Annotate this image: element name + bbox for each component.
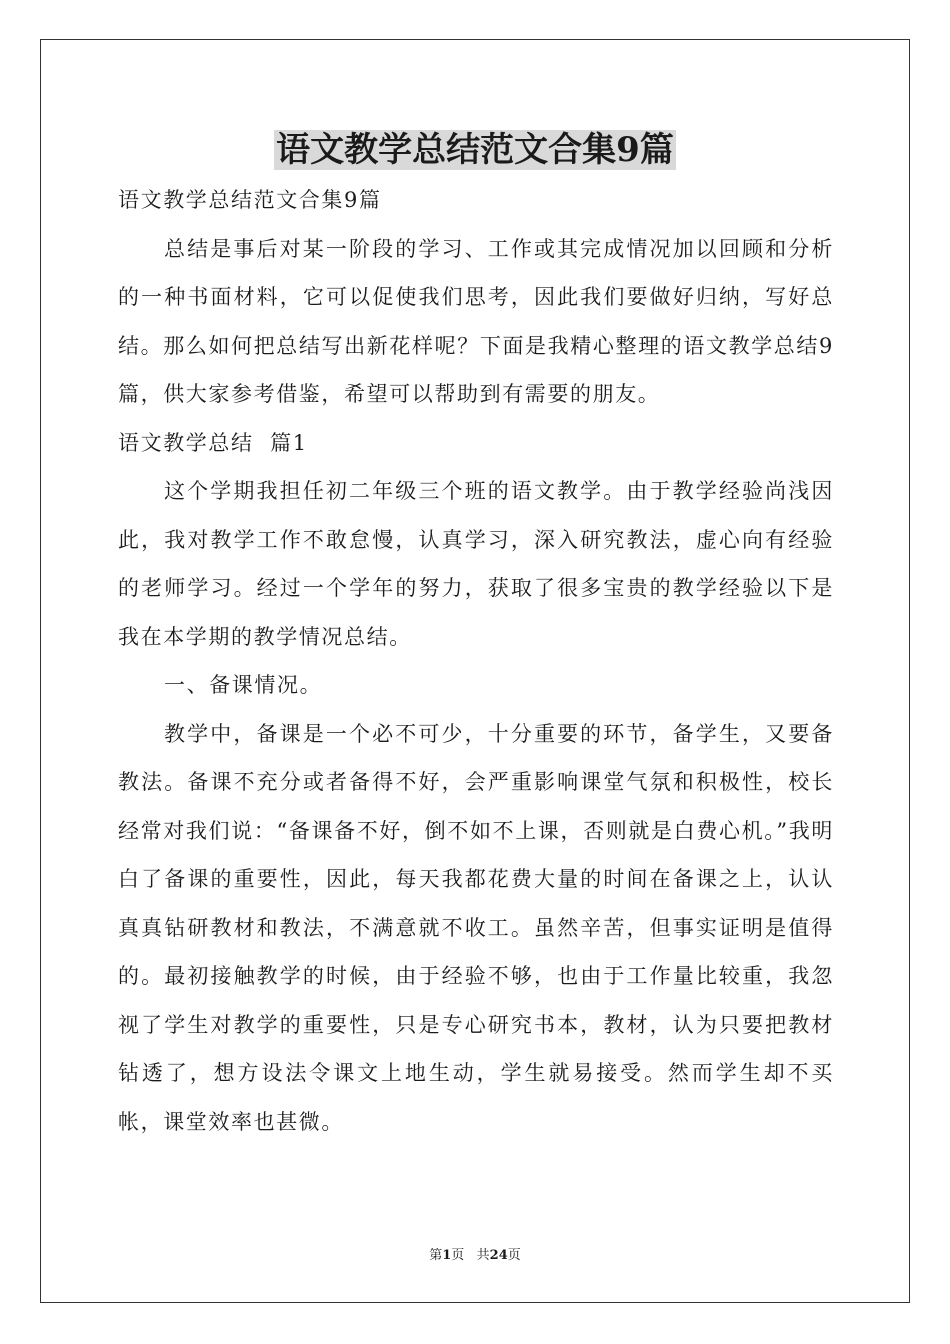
- footer-prefix: 第: [429, 1248, 443, 1263]
- page-footer: [0, 1247, 950, 1265]
- footer-suffix: 页: [507, 1248, 521, 1263]
- document-body: [118, 176, 834, 1146]
- subsection-heading: 一、备课情况。: [164, 673, 323, 697]
- intro-paragraph: 总结是事后对某一阶段的学习、工作或其完成情况加以回顾和分析的一种书面材料，它可以促使我们思考，因此我们要做好归纳，写好总结。那么如何把总结写出新花样呢？下面是我精心整理的语文教学总结9篇，供大家参考借鉴，希望可以帮助到有需要的朋友。: [118, 236, 834, 406]
- footer-page-current: 1: [442, 1248, 452, 1263]
- footer-page-total: 24: [489, 1248, 508, 1263]
- document-title: [0, 128, 950, 172]
- section-paragraph: 这个学期我担任初二年级三个班的语文教学。由于教学经验尚浅因此，我对教学工作不敢怠慢，认真学习，深入研究教法，虚心向有经验的老师学习。经过一个学年的努力，获取了很多宝贵的教学经验以下是我在本学期的教学情况总结。: [118, 479, 834, 649]
- footer-mid: 页 共: [451, 1248, 490, 1263]
- document-subtitle: 语文教学总结范文合集9篇: [118, 188, 382, 212]
- section-heading: 语文教学总结 篇1: [118, 430, 308, 455]
- section-paragraph: 教学中，备课是一个必不可少，十分重要的环节，备学生，又要备教法。备课不充分或者备得不好，会严重影响课堂气氛和积极性，校长经常对我们说：“备课备不好，倒不如不上课，否则就是白费心机。”我明白了备课的重要性，因此，每天我都花费大量的时间在备课之上，认认真真钻研教材和教法，不满意就不收工。虽然辛苦，但事实证明是值得的。最初接触教学的时候，由于经验不够，也由于工作量比较重，我忽视了学生对教学的重要性，只是专心研究书本，教材，认为只要把教材钻透了，想方设法令课文上地生动，学生就易接受。然而学生却不买帐，课堂效率也甚微。: [118, 721, 834, 1134]
- document-title-text: 语文教学总结范文合集9篇: [276, 130, 674, 170]
